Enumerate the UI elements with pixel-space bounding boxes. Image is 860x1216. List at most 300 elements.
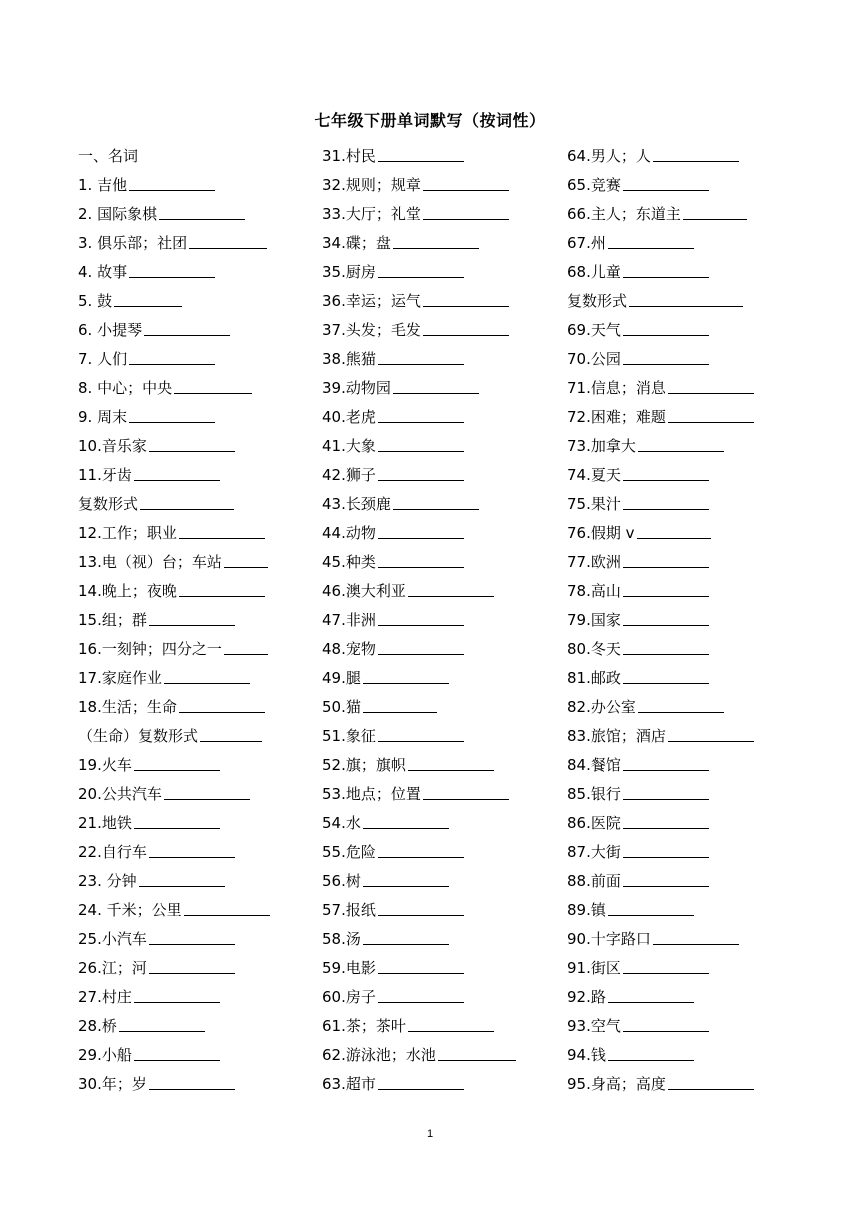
vocab-item <box>78 951 328 980</box>
column-2 <box>322 139 572 1096</box>
answer-blank[interactable] <box>408 770 494 771</box>
vocab-label: 76.假期 v <box>567 524 635 542</box>
answer-blank[interactable] <box>378 654 464 655</box>
vocab-item <box>78 719 328 748</box>
answer-blank[interactable] <box>623 567 709 568</box>
answer-blank[interactable] <box>363 712 437 713</box>
answer-blank[interactable] <box>114 306 182 307</box>
vocab-item <box>78 1009 328 1038</box>
answer-blank[interactable] <box>668 393 754 394</box>
vocab-label: 2. 国际象棋 <box>78 205 158 223</box>
answer-blank[interactable] <box>363 683 449 684</box>
vocab-item <box>567 690 817 719</box>
vocab-item <box>322 777 572 806</box>
vocab-label: 80.冬天 <box>567 640 621 658</box>
answer-blank[interactable] <box>174 393 252 394</box>
vocab-item <box>322 835 572 864</box>
vocab-item <box>78 748 328 777</box>
vocab-label: 35.厨房 <box>322 263 376 281</box>
vocab-label: 9. 周末 <box>78 408 128 426</box>
answer-blank[interactable] <box>378 277 464 278</box>
vocab-label: 21.地铁 <box>78 814 132 832</box>
answer-blank[interactable] <box>608 915 694 916</box>
vocab-item <box>567 603 817 632</box>
vocab-item <box>567 168 817 197</box>
vocab-label: 15.组；群 <box>78 611 147 629</box>
vocab-item <box>322 139 572 168</box>
vocab-label: 41.大象 <box>322 437 376 455</box>
answer-blank[interactable] <box>378 538 464 539</box>
vocab-label: 65.竞赛 <box>567 176 621 194</box>
vocab-item <box>567 574 817 603</box>
answer-blank[interactable] <box>149 973 235 974</box>
vocab-item <box>322 603 572 632</box>
vocab-label: 88.前面 <box>567 872 621 890</box>
answer-blank[interactable] <box>378 480 464 481</box>
answer-blank[interactable] <box>608 248 694 249</box>
answer-blank[interactable] <box>378 1002 464 1003</box>
answer-blank[interactable] <box>423 335 509 336</box>
answer-blank[interactable] <box>629 306 743 307</box>
answer-blank[interactable] <box>164 683 250 684</box>
vocab-label: 85.银行 <box>567 785 621 803</box>
vocab-label: 14.晚上；夜晚 <box>78 582 177 600</box>
vocab-item <box>78 806 328 835</box>
answer-blank[interactable] <box>623 683 709 684</box>
answer-blank[interactable] <box>134 828 220 829</box>
vocab-item <box>567 893 817 922</box>
vocab-label: 63.超市 <box>322 1075 376 1093</box>
vocab-item <box>322 197 572 226</box>
answer-blank[interactable] <box>668 741 754 742</box>
answer-blank[interactable] <box>378 567 464 568</box>
answer-blank[interactable] <box>378 915 464 916</box>
answer-blank[interactable] <box>623 364 709 365</box>
answer-blank[interactable] <box>608 1002 694 1003</box>
vocab-label: 38.熊猫 <box>322 350 376 368</box>
vocab-label: 84.餐馆 <box>567 756 621 774</box>
answer-blank[interactable] <box>438 1060 516 1061</box>
answer-blank[interactable] <box>164 799 250 800</box>
vocab-item <box>567 864 817 893</box>
vocab-label: 13.电（视）台；车站 <box>78 553 222 571</box>
vocab-label: 17.家庭作业 <box>78 669 162 687</box>
vocab-label: 91.街区 <box>567 959 621 977</box>
vocab-item <box>322 864 572 893</box>
answer-blank[interactable] <box>623 335 709 336</box>
answer-blank[interactable] <box>139 886 225 887</box>
vocab-item <box>78 603 328 632</box>
answer-blank[interactable] <box>608 1060 694 1061</box>
vocab-label: 78.高山 <box>567 582 621 600</box>
answer-blank[interactable] <box>623 277 709 278</box>
vocab-label: 56.树 <box>322 872 361 890</box>
answer-blank[interactable] <box>129 364 215 365</box>
vocab-item <box>567 951 817 980</box>
vocab-label: 37.头发；毛发 <box>322 321 421 339</box>
vocab-label: 61.茶；茶叶 <box>322 1017 406 1035</box>
vocab-item <box>322 226 572 255</box>
answer-blank[interactable] <box>119 1031 205 1032</box>
vocab-item <box>567 748 817 777</box>
vocab-label: 11.牙齿 <box>78 466 132 484</box>
answer-blank[interactable] <box>378 161 464 162</box>
vocab-label: 48.宠物 <box>322 640 376 658</box>
answer-blank[interactable] <box>224 654 268 655</box>
vocab-item <box>567 284 817 313</box>
answer-blank[interactable] <box>149 857 235 858</box>
vocab-item <box>78 893 328 922</box>
vocab-item <box>322 255 572 284</box>
vocab-label: 28.桥 <box>78 1017 117 1035</box>
vocab-item <box>567 255 817 284</box>
vocab-item <box>322 458 572 487</box>
vocab-label: 64.男人；人 <box>567 147 651 165</box>
vocab-label: 68.儿童 <box>567 263 621 281</box>
vocab-item <box>567 661 817 690</box>
vocab-label: 45.种类 <box>322 553 376 571</box>
answer-blank[interactable] <box>179 538 265 539</box>
answer-blank[interactable] <box>408 1031 494 1032</box>
vocab-item <box>322 429 572 458</box>
vocab-label: 57.报纸 <box>322 901 376 919</box>
vocab-label: 12.工作；职业 <box>78 524 177 542</box>
vocab-item <box>567 487 817 516</box>
answer-blank[interactable] <box>668 1089 754 1090</box>
answer-blank[interactable] <box>134 480 220 481</box>
vocab-label: 95.身高；高度 <box>567 1075 666 1093</box>
answer-blank[interactable] <box>638 451 724 452</box>
vocab-label: 34.碟；盘 <box>322 234 391 252</box>
vocab-item <box>78 342 328 371</box>
vocab-item <box>78 458 328 487</box>
vocab-item <box>322 168 572 197</box>
answer-blank[interactable] <box>140 509 234 510</box>
vocab-item <box>567 980 817 1009</box>
vocab-label: 39.动物园 <box>322 379 391 397</box>
answer-blank[interactable] <box>224 567 268 568</box>
vocab-label: 23. 分钟 <box>78 872 137 890</box>
answer-blank[interactable] <box>623 1031 709 1032</box>
vocab-label: 1. 吉他 <box>78 176 128 194</box>
answer-blank[interactable] <box>149 451 235 452</box>
vocab-label: 16.一刻钟；四分之一 <box>78 640 222 658</box>
answer-blank[interactable] <box>149 625 235 626</box>
vocab-item <box>78 371 328 400</box>
vocab-label: 47.非洲 <box>322 611 376 629</box>
vocab-item <box>322 574 572 603</box>
vocab-label: 5. 鼓 <box>78 292 113 310</box>
answer-blank[interactable] <box>200 741 262 742</box>
vocab-item <box>567 1009 817 1038</box>
vocab-item <box>322 516 572 545</box>
vocab-item <box>78 429 328 458</box>
vocab-label: 70.公园 <box>567 350 621 368</box>
answer-blank[interactable] <box>363 944 449 945</box>
answer-blank[interactable] <box>393 509 479 510</box>
vocab-item <box>78 168 328 197</box>
vocab-item <box>78 690 328 719</box>
vocab-item <box>78 777 328 806</box>
answer-blank[interactable] <box>408 596 494 597</box>
vocab-label: 44.动物 <box>322 524 376 542</box>
vocab-label: 60.房子 <box>322 988 376 1006</box>
answer-blank[interactable] <box>129 277 215 278</box>
vocab-label: 93.空气 <box>567 1017 621 1035</box>
vocab-label: 73.加拿大 <box>567 437 636 455</box>
vocab-label: 62.游泳池；水池 <box>322 1046 436 1064</box>
answer-blank[interactable] <box>363 828 449 829</box>
vocab-label: 51.象征 <box>322 727 376 745</box>
vocab-item <box>78 980 328 1009</box>
answer-blank[interactable] <box>134 770 220 771</box>
answer-blank[interactable] <box>378 422 464 423</box>
vocab-item <box>78 922 328 951</box>
answer-blank[interactable] <box>159 219 245 220</box>
vocab-item <box>322 545 572 574</box>
answer-blank[interactable] <box>668 422 754 423</box>
answer-blank[interactable] <box>189 248 267 249</box>
vocab-label: 43.长颈鹿 <box>322 495 391 513</box>
vocab-item <box>322 719 572 748</box>
answer-blank[interactable] <box>129 422 215 423</box>
vocab-item <box>322 371 572 400</box>
vocab-label: 3. 俱乐部；社团 <box>78 234 188 252</box>
vocab-item <box>78 400 328 429</box>
answer-blank[interactable] <box>423 799 509 800</box>
answer-blank[interactable] <box>653 944 739 945</box>
vocab-item <box>322 400 572 429</box>
vocab-item <box>567 632 817 661</box>
answer-blank[interactable] <box>623 799 709 800</box>
answer-blank[interactable] <box>423 190 509 191</box>
answer-blank[interactable] <box>623 509 709 510</box>
vocab-item <box>322 313 572 342</box>
answer-blank[interactable] <box>378 625 464 626</box>
vocab-item <box>322 342 572 371</box>
vocab-item <box>78 197 328 226</box>
vocab-label: 33.大厅；礼堂 <box>322 205 421 223</box>
vocab-item <box>78 835 328 864</box>
vocab-item <box>567 719 817 748</box>
answer-blank[interactable] <box>378 451 464 452</box>
vocab-item <box>78 284 328 313</box>
vocab-item <box>567 197 817 226</box>
vocab-item <box>78 255 328 284</box>
vocab-label: 36.幸运；运气 <box>322 292 421 310</box>
vocab-item <box>322 951 572 980</box>
vocab-label: 49.腿 <box>322 669 361 687</box>
page-number: 1 <box>426 1128 434 1140</box>
vocab-item <box>78 313 328 342</box>
vocab-item <box>78 226 328 255</box>
vocab-item <box>567 139 817 168</box>
vocab-label: 6. 小提琴 <box>78 321 143 339</box>
vocab-item <box>567 400 817 429</box>
answer-blank[interactable] <box>378 741 464 742</box>
vocab-item <box>78 574 328 603</box>
vocab-item <box>78 1038 328 1067</box>
answer-blank[interactable] <box>144 335 230 336</box>
vocab-label: 40.老虎 <box>322 408 376 426</box>
vocab-item <box>322 748 572 777</box>
vocab-label: 7. 人们 <box>78 350 128 368</box>
answer-blank[interactable] <box>623 190 709 191</box>
vocab-item <box>78 632 328 661</box>
answer-blank[interactable] <box>378 1089 464 1090</box>
vocab-label: 87.大街 <box>567 843 621 861</box>
vocab-item <box>322 1038 572 1067</box>
vocab-label: 66.主人；东道主 <box>567 205 681 223</box>
answer-blank[interactable] <box>378 973 464 974</box>
answer-blank[interactable] <box>363 886 449 887</box>
answer-blank[interactable] <box>179 712 265 713</box>
vocab-item <box>322 661 572 690</box>
vocab-label: 53.地点；位置 <box>322 785 421 803</box>
vocab-label: 82.办公室 <box>567 698 636 716</box>
vocab-item <box>567 1067 817 1096</box>
vocab-label: 77.欧洲 <box>567 553 621 571</box>
vocab-label: 50.猫 <box>322 698 361 716</box>
vocab-label: 30.年；岁 <box>78 1075 147 1093</box>
vocab-label: 71.信息；消息 <box>567 379 666 397</box>
answer-blank[interactable] <box>623 828 709 829</box>
vocab-item <box>322 284 572 313</box>
vocab-label: 31.村民 <box>322 147 376 165</box>
vocab-item <box>78 1067 328 1096</box>
column-1 <box>78 139 328 1096</box>
vocab-item <box>322 922 572 951</box>
vocab-item <box>322 980 572 1009</box>
vocab-label: （生命）复数形式 <box>78 727 199 745</box>
vocab-label: 69.天气 <box>567 321 621 339</box>
vocab-label: 24. 千米；公里 <box>78 901 182 919</box>
vocab-label: 32.规则；规章 <box>322 176 421 194</box>
answer-blank[interactable] <box>393 248 479 249</box>
vocab-item <box>322 893 572 922</box>
vocab-label: 52.旗；旗帜 <box>322 756 406 774</box>
vocab-label: 75.果汁 <box>567 495 621 513</box>
vocab-label: 83.旅馆；酒店 <box>567 727 666 745</box>
vocab-item <box>322 632 572 661</box>
vocab-label: 18.生活；生命 <box>78 698 177 716</box>
vocab-item <box>567 835 817 864</box>
answer-blank[interactable] <box>683 219 747 220</box>
answer-blank[interactable] <box>129 190 215 191</box>
answer-blank[interactable] <box>623 770 709 771</box>
vocab-item <box>567 777 817 806</box>
vocab-label: 10.音乐家 <box>78 437 147 455</box>
answer-blank[interactable] <box>423 306 509 307</box>
answer-blank[interactable] <box>378 857 464 858</box>
vocab-label: 42.狮子 <box>322 466 376 484</box>
answer-blank[interactable] <box>378 364 464 365</box>
vocab-label: 4. 故事 <box>78 263 128 281</box>
vocab-item <box>567 226 817 255</box>
vocab-label: 72.困难；难题 <box>567 408 666 426</box>
vocab-label: 81.邮政 <box>567 669 621 687</box>
vocab-label: 54.水 <box>322 814 361 832</box>
vocab-label: 26.江；河 <box>78 959 147 977</box>
answer-blank[interactable] <box>134 1002 220 1003</box>
vocab-label: 59.电影 <box>322 959 376 977</box>
answer-blank[interactable] <box>623 596 709 597</box>
answer-blank[interactable] <box>184 915 270 916</box>
vocab-item <box>78 487 328 516</box>
answer-blank[interactable] <box>393 393 479 394</box>
vocab-item <box>78 516 328 545</box>
vocab-label: 46.澳大利亚 <box>322 582 406 600</box>
vocab-item <box>567 516 817 545</box>
vocab-item <box>78 139 328 168</box>
vocab-label: 67.州 <box>567 234 606 252</box>
vocab-item <box>322 487 572 516</box>
vocab-item <box>322 690 572 719</box>
vocab-label: 27.村庄 <box>78 988 132 1006</box>
page-title: 七年级下册单词默写（按词性） <box>314 111 546 130</box>
answer-blank[interactable] <box>134 1060 220 1061</box>
vocab-item <box>567 806 817 835</box>
vocab-item <box>322 1067 572 1096</box>
vocab-label: 90.十字路口 <box>567 930 651 948</box>
vocab-item <box>567 1038 817 1067</box>
vocab-item <box>78 864 328 893</box>
vocab-item <box>567 371 817 400</box>
vocab-item <box>78 545 328 574</box>
vocab-label: 58.汤 <box>322 930 361 948</box>
vocab-label: 22.自行车 <box>78 843 147 861</box>
vocab-label: 8. 中心；中央 <box>78 379 173 397</box>
vocab-item <box>567 922 817 951</box>
answer-blank[interactable] <box>623 857 709 858</box>
vocab-item <box>322 806 572 835</box>
column-3 <box>567 139 817 1096</box>
vocab-item <box>567 545 817 574</box>
vocab-label: 复数形式 <box>78 495 139 513</box>
answer-blank[interactable] <box>623 973 709 974</box>
vocab-label: 20.公共汽车 <box>78 785 162 803</box>
vocab-item <box>78 661 328 690</box>
vocab-label: 复数形式 <box>567 292 628 310</box>
vocab-item <box>322 1009 572 1038</box>
vocab-label: 74.夏天 <box>567 466 621 484</box>
answer-blank[interactable] <box>423 219 509 220</box>
vocab-label: 29.小船 <box>78 1046 132 1064</box>
answer-blank[interactable] <box>179 596 265 597</box>
answer-blank[interactable] <box>149 944 235 945</box>
answer-blank[interactable] <box>638 712 724 713</box>
vocab-label: 一、名词 <box>78 147 139 165</box>
vocab-label: 19.火车 <box>78 756 132 774</box>
answer-blank[interactable] <box>623 886 709 887</box>
answer-blank[interactable] <box>623 654 709 655</box>
vocab-label: 92.路 <box>567 988 606 1006</box>
vocab-label: 89.镇 <box>567 901 606 919</box>
answer-blank[interactable] <box>623 625 709 626</box>
vocab-label: 79.国家 <box>567 611 621 629</box>
vocab-item <box>567 313 817 342</box>
vocab-item <box>567 342 817 371</box>
answer-blank[interactable] <box>653 161 739 162</box>
vocab-label: 94.钱 <box>567 1046 606 1064</box>
vocab-item <box>567 429 817 458</box>
vocab-item <box>567 458 817 487</box>
vocab-label: 55.危险 <box>322 843 376 861</box>
vocab-label: 86.医院 <box>567 814 621 832</box>
answer-blank[interactable] <box>623 480 709 481</box>
answer-blank[interactable] <box>149 1089 235 1090</box>
answer-blank[interactable] <box>637 538 711 539</box>
